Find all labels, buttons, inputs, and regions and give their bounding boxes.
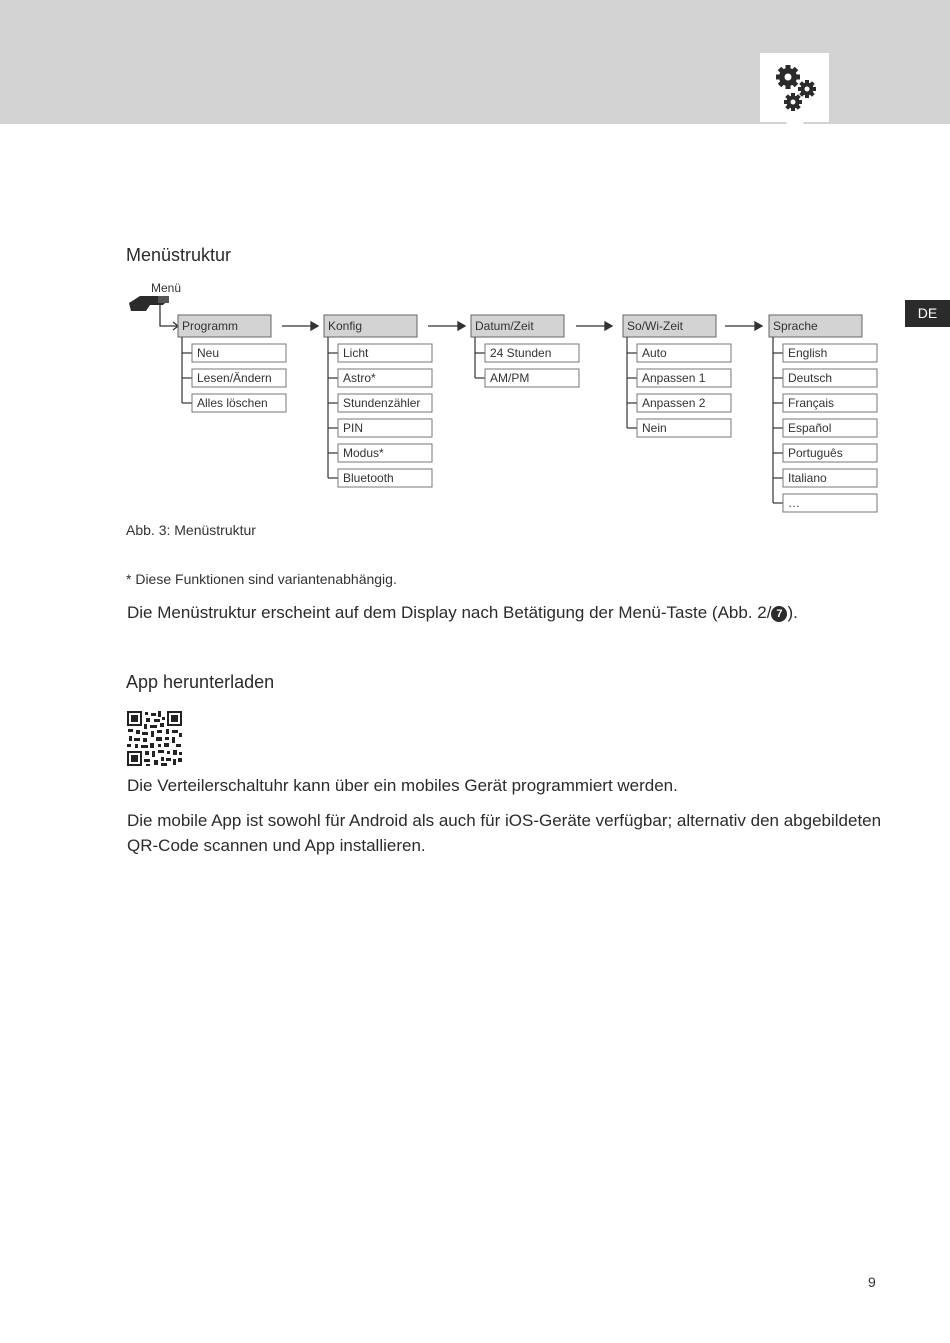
app-paragraph-2-line-2: QR-Code scannen und App installieren. xyxy=(127,836,426,855)
menu-column xyxy=(324,315,432,487)
menu-item: Auto xyxy=(642,346,667,360)
menu-item: Licht xyxy=(343,346,369,360)
menu-column xyxy=(623,315,731,437)
menu-column-head: Datum/Zeit xyxy=(475,319,534,333)
menu-column-head: So/Wi-Zeit xyxy=(627,319,684,333)
hand-pointer-icon xyxy=(129,296,169,311)
menu-connector xyxy=(160,305,178,326)
menu-item: English xyxy=(788,346,828,360)
menu-column-head: Konfig xyxy=(328,319,363,333)
app-paragraph-2-line-1: Die mobile App ist sowohl für Android als auch für iOS-Geräte verfügbar; alternativ den abgebildeten xyxy=(127,811,882,830)
language-tab: DE xyxy=(905,300,950,327)
menu-item: Modus* xyxy=(343,446,384,460)
page-number: 9 xyxy=(868,1274,876,1290)
menu-item: PIN xyxy=(343,421,364,435)
menu-item: Español xyxy=(788,421,832,435)
menu-item: Alles löschen xyxy=(197,396,268,410)
menu-key-label: Menü xyxy=(151,281,182,295)
menu-description-end: ). xyxy=(787,603,798,622)
menu-column xyxy=(769,315,877,512)
menu-item: Neu xyxy=(197,346,220,360)
menu-item: Anpassen 1 xyxy=(642,371,706,385)
menu-item: Bluetooth xyxy=(343,471,394,485)
menu-item: Lesen/Ändern xyxy=(197,371,272,385)
menu-description xyxy=(127,603,798,623)
menu-item: Português xyxy=(788,446,843,460)
menu-column-head: Sprache xyxy=(773,319,818,333)
menu-item: Astro* xyxy=(343,371,376,385)
menu-column xyxy=(178,315,286,412)
app-paragraph-1: Die Verteilerschaltuhr kann über ein mobiles Gerät programmiert werden. xyxy=(127,776,678,795)
footnote: * Diese Funktionen sind variantenabhängig. xyxy=(126,571,397,587)
menu-item: 24 Stunden xyxy=(490,346,552,360)
menu-item: Nein xyxy=(642,421,667,435)
menu-item: Anpassen 2 xyxy=(642,396,706,410)
menu-structure-heading: Menüstruktur xyxy=(126,245,232,265)
menu-item: Deutsch xyxy=(788,371,833,385)
menu-description-text: Die Menüstruktur erscheint auf dem Display nach Betätigung der Menü-Taste (Abb. 2/ xyxy=(127,603,772,622)
menu-item: Stundenzähler xyxy=(343,396,421,410)
menu-column xyxy=(471,315,579,387)
menu-item: Français xyxy=(788,396,835,410)
menu-structure-diagram xyxy=(0,0,950,520)
menu-item: … xyxy=(788,496,800,510)
qr-code-icon xyxy=(127,711,182,766)
app-download-heading: App herunterladen xyxy=(126,672,275,692)
menu-item: AM/PM xyxy=(490,371,530,385)
menu-column-head: Programm xyxy=(182,319,239,333)
reference-badge: 7 xyxy=(771,606,787,622)
menu-item: Italiano xyxy=(788,471,827,485)
figure-caption: Abb. 3: Menüstruktur xyxy=(126,522,256,538)
